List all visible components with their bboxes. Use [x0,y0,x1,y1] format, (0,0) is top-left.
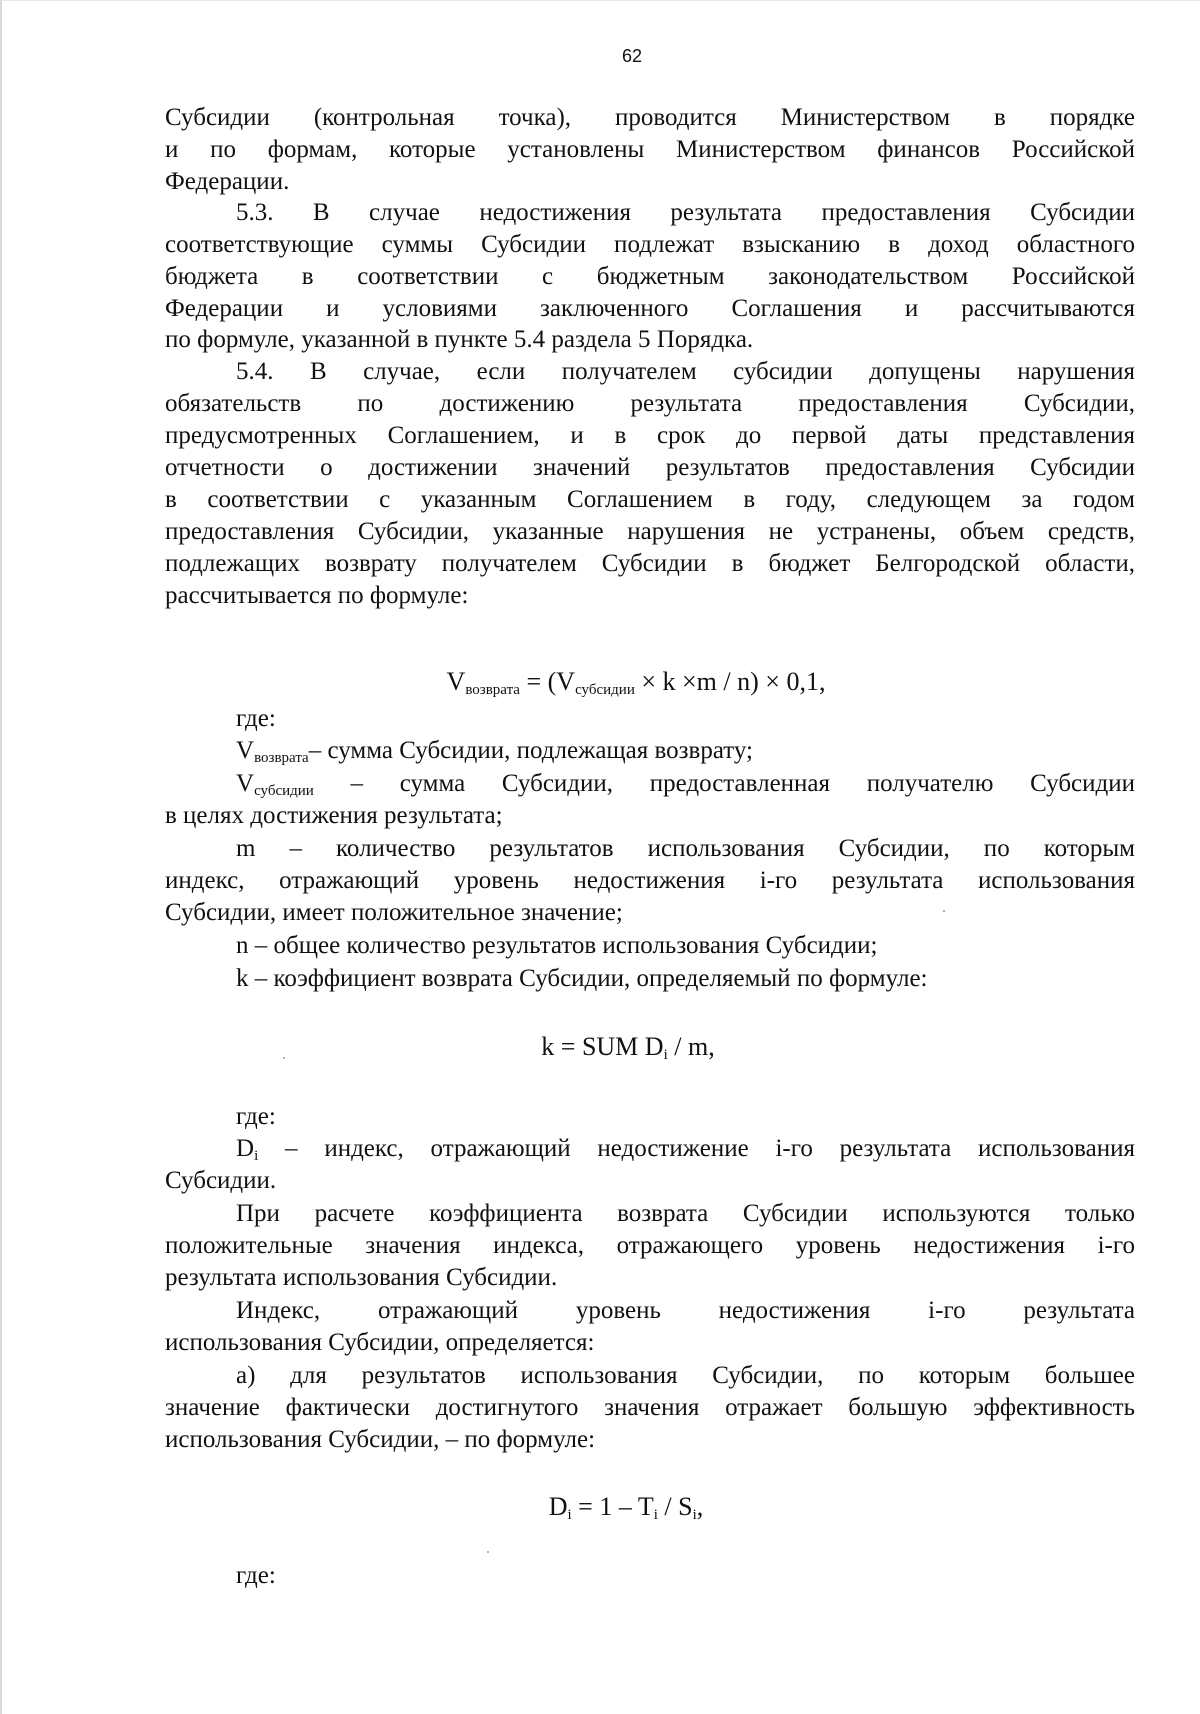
definition-v-subsidy: $V_{субсидии}$ – сумма Субсидии, предоставленная получателю Субсидии [236,770,1135,799]
text-line: в целях достижения результата; [165,802,503,829]
text-line: и по формам, которые установлены Министерством финансов Российской [165,136,1135,163]
definition-v-return: $V_{возврата}-$ сумма Субсидии, подлежащая возврату; [236,737,754,766]
formula-coefficient-k: k = SUM $D_i$ / m, [541,1032,715,1063]
page-number: 62 [621,46,643,66]
text-line: предусмотренных Соглашением, и в срок до первой даты представления [165,422,1135,449]
text-line: 5.4. В случае, если получателем субсидии допущены нарушения [236,358,1135,385]
text-line: отчетности о достижении значений результатов предоставления Субсидии [165,454,1135,481]
text-line: 5.3. В случае недостижения результата предоставления Субсидии [236,199,1135,226]
text-line: использования Субсидии, – по формуле: [165,1426,596,1453]
text-line: Федерации и условиями заключенного Соглашения и рассчитываются [165,295,1135,322]
definition-m: m – количество результатов использования Субсидии, по которым [236,835,1135,862]
definition-di: $D_i$ – индекс, отражающий недостижение i-го результата использования [236,1135,1135,1164]
where-label: где: [236,1562,276,1589]
text-line: подлежащих возврату получателем Субсидии в бюджет Белгородской области, [165,550,1135,577]
paragraph-a: а) для результатов использования Субсидии, по которым большее [236,1362,1135,1389]
text-line: индекс, отражающий уровень недостижения i-го результата использования [165,867,1135,894]
text-line: Субсидии. [165,1167,277,1194]
where-label: где: [236,1103,276,1130]
definition-n: n – общее количество результатов использования Субсидии; [236,932,878,959]
scan-speck [283,1057,285,1059]
text-line: Федерации. [165,168,290,195]
paragraph-index: Индекс, отражающий уровень недостижения i-го результата [236,1297,1135,1324]
text-line: в соответствии с указанным Соглашением в году, следующем за годом [165,486,1135,513]
paragraph-calc: При расчете коэффициента возврата Субсидии используются только [236,1200,1135,1227]
text-line: по формуле, указанной в пункте 5.4 раздела 5 Порядка. [165,326,754,353]
text-line: рассчитывается по формуле: [165,582,469,609]
text-line: Субсидии (контрольная точка), проводится Министерством в порядке [165,104,1135,131]
formula-return-amount: $V_{возврата} = (V_{субсидии} \times k \times m / n) \times 0,1$, [446,667,826,698]
scan-speck [487,1551,489,1553]
text-line: положительные значения индекса, отражающего уровень недостижения i-го [165,1232,1135,1259]
text-line: значение фактически достигнутого значения отражает большую эффективность [165,1394,1135,1421]
text-line: бюджета в соответствии с бюджетным законодательством Российской [165,263,1135,290]
text-line: обязательств по достижению результата предоставления Субсидии, [165,390,1135,417]
definition-k: k – коэффициент возврата Субсидии, определяемый по формуле: [236,965,928,992]
text-line: использования Субсидии, определяется: [165,1329,595,1356]
text-line: предоставления Субсидии, указанные нарушения не устранены, объем средств, [165,518,1135,545]
text-line: результата использования Субсидии. [165,1264,558,1291]
scan-speck [943,910,945,912]
text-line: соответствующие суммы Субсидии подлежат взысканию в доход областного [165,231,1135,258]
where-label: где: [236,705,276,732]
formula-index-di: $D_i = 1 - T_i / S_i$, [548,1492,704,1523]
text-line: Субсидии, имеет положительное значение; [165,899,623,926]
